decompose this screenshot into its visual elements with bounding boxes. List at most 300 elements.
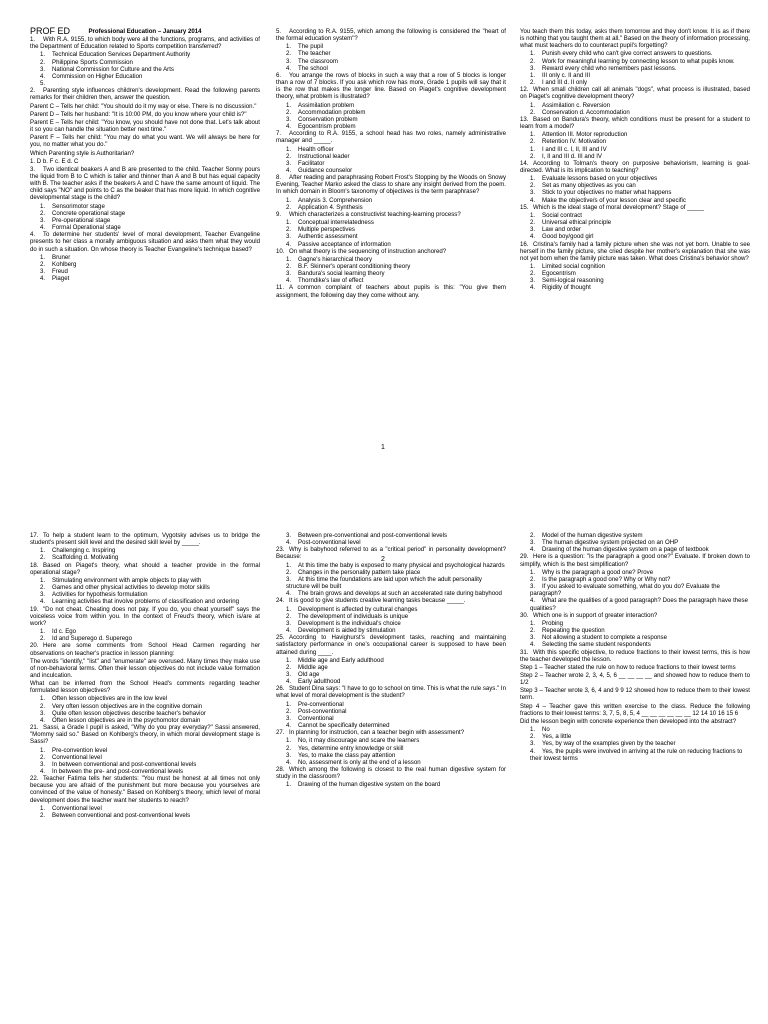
option-number: 4.: [286, 539, 292, 547]
option-number: 2.: [286, 612, 292, 620]
option-text: Drawing of the human digestive system on the board: [298, 781, 441, 789]
question-number: 7.: [276, 130, 282, 138]
question-text: Which among the following is closest to the real human digestive system for study in the classroom?: [276, 766, 506, 781]
question: [276, 546, 506, 560]
option-item: [40, 66, 260, 73]
option-item: [40, 73, 260, 80]
option-list: [286, 219, 506, 248]
option-text: Model of the human digestive system: [542, 532, 643, 539]
option-item: [530, 58, 750, 65]
option-number: 4.: [286, 166, 292, 174]
option-text: Pre-conventional: [298, 700, 344, 708]
option-item: [286, 539, 506, 546]
option-text: Development is the individual's choice: [298, 619, 401, 627]
option-number: 4.: [40, 72, 46, 80]
option-text: Passive acceptance of information: [298, 240, 391, 248]
option-text: Yes, a little: [542, 733, 572, 741]
question: [276, 729, 506, 736]
question-text: Which is the ideal stage of moral development? Stage of _____: [533, 203, 705, 211]
option-text: Punish every child who can't give correct answers to questions.: [542, 50, 713, 58]
option-text: The school: [298, 64, 328, 72]
option-item: [530, 532, 750, 539]
option-number: 2.: [40, 260, 46, 268]
option-item: [286, 160, 506, 167]
option-item: [530, 597, 750, 611]
question-number: 1.: [30, 36, 36, 44]
question: [276, 597, 506, 604]
option-text: Post-conventional: [298, 707, 347, 715]
option-text: Bruner: [52, 253, 71, 261]
option-text: Reward every child who remembers past lessons.: [542, 64, 677, 72]
option-number: 2.: [530, 152, 536, 160]
option-number: 2.: [40, 702, 46, 710]
option-text: The human digestive system projected on an OHP: [542, 539, 679, 547]
question-number: 27.: [276, 729, 285, 737]
option-text: Good boy/good girl: [542, 233, 594, 241]
option-item: [286, 590, 506, 597]
option-number: 4.: [530, 233, 536, 241]
option-number: 2.: [286, 203, 292, 211]
option-number: 3.: [530, 539, 536, 547]
option-text: I and III d. II only: [542, 79, 588, 87]
option-number: 2.: [40, 209, 46, 217]
option-item: [286, 657, 506, 664]
option-text: At this time the foundations are laid upon which the adult personality structure will be built: [286, 575, 482, 591]
question: [276, 284, 506, 298]
option-item: [40, 635, 260, 642]
option-item: [40, 710, 260, 717]
option-number: 1.: [530, 726, 536, 734]
option-number: 2.: [286, 152, 292, 160]
option-text: Yes, to make the class pay attention: [298, 751, 396, 759]
option-text: Analysis 3. Comprehension: [298, 196, 373, 204]
option-number: 4.: [40, 275, 46, 283]
option-item: [286, 50, 506, 57]
option-item: [286, 263, 506, 270]
option-text: Evaluate lessons based on your objectives: [542, 175, 658, 183]
question-number: 19.: [30, 605, 39, 613]
option-item: [530, 189, 750, 196]
question-text: According to R.A. 9155, which among the following is considered the "heart of the formal education system"?: [276, 28, 506, 43]
question-text: Parenting style influences children's development. Read the following parents remarks for their children then, answer the question.: [30, 87, 260, 102]
option-item: [286, 722, 506, 729]
option-item: [40, 210, 260, 217]
option-item: [40, 584, 260, 591]
question-number: 18.: [30, 561, 39, 569]
option-number: 2.: [530, 79, 536, 87]
option-number: 1.: [40, 253, 46, 261]
option-text: The pupil: [298, 43, 324, 51]
option-item: [286, 43, 506, 50]
option-item: [40, 812, 260, 819]
option-item: [40, 59, 260, 66]
option-item: [530, 50, 750, 57]
option-number: 1.: [530, 263, 536, 270]
option-text: Pre-convention level: [52, 746, 108, 754]
option-number: 4.: [40, 598, 46, 606]
option-text: Yes, determine entry knowledge or skill: [298, 744, 404, 752]
option-number: 3.: [40, 591, 46, 599]
option-text: Yes, the pupils were involved in arriving at the rule on reducing fractions to their lowest terms: [530, 747, 743, 762]
option-text: Authentic assessment: [298, 233, 358, 241]
option-number: 2.: [286, 263, 292, 270]
option-number: 3.: [286, 115, 292, 123]
option-list: [286, 146, 506, 175]
option-text: Philippine Sports Commission: [52, 58, 133, 66]
option-number: 4.: [286, 123, 292, 131]
option-number: 1.: [286, 101, 292, 109]
option-text: No, it may discourage and scare the learners: [298, 737, 420, 745]
question: [520, 204, 750, 211]
option-number: 1.: [530, 71, 536, 79]
question: [30, 87, 260, 101]
question-number: 2.: [30, 87, 36, 95]
option-number: 3.: [286, 575, 292, 583]
option-text: Activities for hypothesis formulation: [52, 591, 148, 599]
option-text: Conceptual interrelatedness: [298, 219, 374, 227]
option-number: 4.: [286, 678, 292, 686]
question-number: 10.: [276, 247, 285, 255]
option-text: At this time the baby is exposed to many physical and psychological hazards: [298, 561, 505, 569]
question-text: Sassi, a Grade I pupil is asked, "Why do you pray everyday?" Sassi answered, "Mommy said so." Based on Kohlberg's theory, in which moral development stage is Sassi?: [30, 724, 260, 746]
option-item: [40, 628, 260, 635]
option-number: 1.: [530, 211, 536, 219]
option-text: Conventional: [298, 714, 334, 722]
option-text: Egocentrism: [542, 270, 576, 278]
option-list: [530, 212, 750, 241]
option-item: [40, 261, 260, 268]
option-text: Id c. Ego: [52, 628, 77, 636]
option-number: 2.: [40, 635, 46, 643]
option-item: [530, 539, 750, 546]
option-text: Challenging c. Inspiring: [52, 547, 116, 555]
option-text: Between pre-conventional and post-conventional levels: [298, 532, 448, 539]
page1-column-2: [276, 28, 506, 300]
option-number: 3.: [286, 233, 292, 241]
option-list: [40, 51, 260, 87]
option-number: 1.: [286, 196, 292, 204]
option-list: [286, 43, 506, 72]
question: [30, 532, 260, 546]
option-number: 2.: [286, 568, 292, 576]
option-text: Development is affected by cultural changes: [298, 605, 418, 613]
option-number: 3.: [286, 751, 292, 759]
question-text: Which characterizes a constructivist teaching-learning process?: [289, 210, 461, 218]
question-number: 30.: [520, 611, 529, 619]
option-number: 2.: [40, 554, 46, 562]
option-number: 2.: [530, 138, 536, 146]
option-text: Application 4. Synthesis: [298, 203, 363, 211]
question-number: 14.: [520, 159, 529, 167]
question-text: When small children call all animals "dogs", what process is illustrated, based on Piaget's cognitive development theory?: [520, 86, 750, 101]
option-item: [286, 627, 506, 634]
option-list: [286, 606, 506, 635]
question-number: 13.: [520, 115, 529, 123]
option-item: [286, 256, 506, 263]
option-number: 1.: [286, 737, 292, 745]
option-number: 2.: [530, 57, 536, 65]
question: [30, 231, 260, 252]
option-number: 2.: [40, 584, 46, 592]
option-number: 3.: [286, 532, 292, 539]
question-number: 16.: [520, 240, 529, 248]
option-list: [286, 532, 506, 546]
option-number: 3.: [40, 760, 46, 768]
question-text: Student Dina says: "I have to go to school on time. This is what the rule says." In what level of moral development is the student?: [276, 685, 506, 700]
page-number: 1: [381, 444, 385, 451]
option-list: [530, 532, 750, 553]
question-number: 24.: [276, 597, 285, 605]
option-item: [286, 678, 506, 685]
option-item: [530, 131, 750, 138]
option-text: Retention IV. Motivation: [542, 138, 607, 146]
option-text: Gagne's hierarchical theory: [298, 255, 372, 263]
option-number: 2.: [40, 753, 46, 761]
option-item: [40, 747, 260, 754]
option-number: 3.: [40, 216, 46, 224]
option-number: 4.: [530, 196, 536, 204]
option-number: 1.: [286, 219, 292, 227]
option-item: [40, 203, 260, 210]
question-text: Two identical beakers A and B are presented to the child. Teacher Sonny pours the liquid from B to C which is taller and thinner than A and B but has equal capacity with B. The teacher asks if the beakers A and C have the same amount of liquid. The child says "NO" and points to C as the beaker that has more liquid. In which cognitive developmental stage is the child?: [30, 165, 260, 202]
option-item: [286, 153, 506, 160]
option-item: [40, 717, 260, 724]
option-text: Limited social cognition: [542, 263, 606, 270]
option-text: Old age: [298, 670, 320, 678]
option-number: 1.: [530, 619, 536, 627]
option-item: [530, 233, 750, 240]
option-number: 2.: [530, 575, 536, 583]
paragraph: Which Parenting style is Authoritarian?: [30, 149, 135, 157]
option-item: [286, 219, 506, 226]
option-item: [40, 547, 260, 554]
option-text: The classroom: [298, 57, 338, 65]
question: [30, 724, 260, 745]
option-number: 4.: [40, 716, 46, 724]
option-list: [530, 620, 750, 649]
option-number: 1.: [40, 202, 46, 210]
question-number: 28.: [276, 766, 285, 773]
option-number: 3.: [40, 65, 46, 73]
option-item: [286, 58, 506, 65]
question: [520, 612, 750, 619]
option-item: [530, 153, 750, 160]
option-number: 3.: [530, 226, 536, 234]
option-text: Instructional leader: [298, 152, 350, 160]
option-text: The teacher: [298, 50, 331, 58]
option-text: Universal ethical principle: [542, 219, 612, 227]
option-item: [286, 752, 506, 759]
option-item: [530, 726, 750, 733]
option-list: [40, 577, 260, 606]
option-number: 3.: [286, 714, 292, 722]
option-text: In between the pre- and post-conventional levels: [52, 768, 184, 775]
option-item: [286, 562, 506, 569]
option-text: Thorndike's law of effect: [298, 277, 364, 285]
option-text: Assimilation problem: [298, 101, 355, 109]
option-list: [40, 203, 260, 232]
option-item: [530, 277, 750, 284]
option-text: The development of individuals is unique: [298, 612, 409, 620]
option-item: [40, 703, 260, 710]
question: [30, 562, 260, 576]
question-text: Based on Bandura's theory, which conditions must be present for a student to learn from a model?: [520, 115, 750, 131]
option-text: Selecting the same student respondents: [542, 641, 651, 649]
option-text: Very often lesson objectives are in the cognitive domain: [52, 702, 203, 710]
option-number: 4.: [286, 64, 292, 72]
option-number: 4.: [530, 641, 536, 649]
option-item: [40, 591, 260, 598]
option-text: Freud: [52, 268, 68, 275]
question-text: Here is a question: "Is the paragraph a good one?" Evaluate. If broken down to simplify, which is the best simplification?: [520, 553, 750, 568]
option-text: B.F. Skinner's operant conditioning theory: [298, 263, 411, 270]
option-item: [286, 233, 506, 240]
question: [276, 766, 506, 780]
option-number: 1.: [40, 746, 46, 754]
option-list: [40, 805, 260, 819]
question: [520, 649, 750, 663]
question: [30, 775, 260, 804]
option-item: [286, 197, 506, 204]
option-number: 2.: [286, 744, 292, 752]
option-text: Kohlberg: [52, 260, 77, 268]
option-item: [530, 620, 750, 627]
option-number: 3.: [286, 619, 292, 627]
option-item: [40, 554, 260, 561]
question-text: After reading and paraphrasing Robert Frost's Stopping by the Woods on Snowy Evening, Teacher Marko asked the class to share any insight derived from the poem. In which domain in Bloom's taxonomy of objectives is the term paraphrase?: [276, 174, 506, 196]
option-text: Work for meaningful learning by connecting lesson to what pupils know.: [542, 57, 735, 65]
option-text: Commission on Higher Education: [52, 72, 143, 80]
option-text: Technical Education Services Department Authority: [52, 51, 191, 59]
option-item: [530, 146, 750, 153]
option-number: 1.: [40, 628, 46, 636]
paragraph: Did the lesson begin with concrete experience then developed into the abstract?: [520, 717, 737, 725]
question-text: According to R.A. 9155, a school head has two roles, namely administrative manager and _____.: [276, 130, 506, 145]
option-number: 2.: [286, 663, 292, 671]
option-item: [40, 805, 260, 812]
option-number: 5.: [40, 80, 46, 88]
option-text: Repeating the question: [542, 627, 605, 635]
question: [30, 606, 260, 627]
option-number: 3.: [530, 740, 536, 748]
option-number: 1.: [40, 576, 46, 584]
question-number: 8.: [276, 174, 282, 182]
option-text: Sensorimotor stage: [52, 202, 105, 210]
option-item: [286, 270, 506, 277]
option-text: Why is the paragraph a good one? Prove: [542, 568, 654, 576]
question: [520, 241, 750, 262]
option-item: [286, 569, 506, 576]
option-number: 4.: [286, 590, 292, 598]
question: [30, 642, 260, 656]
option-number: 2.: [40, 811, 46, 819]
option-number: 2.: [530, 270, 536, 278]
option-item: [530, 219, 750, 226]
option-item: [40, 254, 260, 261]
option-number: 3.: [530, 64, 536, 72]
question-number: 25.: [276, 634, 285, 642]
question-text: To determine her students' level of moral development, Teacher Evangeline presents to her class a morally ambiguous situation and asks them what they would do in such a situation. On whose theory is Teacher Evangeline's technique based?: [30, 231, 260, 253]
option-text: Piaget: [52, 275, 70, 283]
question-text: To help a student learn to the optimum, Vygotsky advises us to bridge the student's present skill level and the desired skill level by _____.: [30, 532, 260, 547]
option-item: [286, 715, 506, 722]
option-number: 3.: [40, 268, 46, 275]
option-item: [530, 138, 750, 145]
question-number: 20.: [30, 642, 39, 650]
option-item: [530, 226, 750, 233]
option-text: Often lesson objectives are in the psychomotor domain: [52, 716, 201, 724]
option-item: [530, 733, 750, 740]
question-number: 31.: [520, 648, 529, 656]
question-number: 29.: [520, 553, 529, 561]
option-text: Cannot be specifically determined: [298, 722, 390, 730]
option-text: Is the paragraph a good one? Why or Why not?: [542, 575, 671, 583]
option-list: [286, 701, 506, 730]
page2-column-3: [520, 532, 750, 762]
option-text: Accommodation problem: [298, 108, 366, 116]
option-item: [286, 102, 506, 109]
option-number: 2.: [40, 58, 46, 66]
option-text: Guidance counselor: [298, 166, 353, 174]
question-text: In planning for instruction, can a teacher begin with assessment?: [289, 729, 465, 737]
option-number: 2.: [530, 627, 536, 635]
option-number: 1.: [530, 568, 536, 576]
option-number: 1.: [286, 656, 292, 664]
option-item: [286, 109, 506, 116]
option-item: [40, 51, 260, 58]
option-number: 4.: [286, 240, 292, 248]
option-item: [40, 268, 260, 275]
question: [520, 86, 750, 100]
page-2: [0, 512, 768, 1024]
option-item: [530, 583, 750, 597]
option-text: Stimulating environment with ample objects to play with: [52, 576, 202, 584]
option-text: Middle age: [298, 663, 328, 671]
option-number: 1.: [40, 804, 46, 812]
option-item: [286, 671, 506, 678]
option-number: 4.: [530, 546, 536, 554]
option-number: 1.: [286, 605, 292, 613]
question-number: 9.: [276, 210, 282, 218]
option-list: [286, 197, 506, 211]
option-text: Conservation d. Accommodation: [542, 108, 630, 116]
option-item: [530, 740, 750, 747]
paragraph: What can be inferred from the School Head's comments regarding teacher formulated lesson objectives?: [30, 680, 260, 695]
option-item: [286, 737, 506, 744]
option-text: III only c. II and III: [542, 71, 591, 79]
question-number: 26.: [276, 685, 285, 693]
option-text: Facilitator: [298, 159, 325, 167]
option-item: [40, 695, 260, 702]
question-text: With this specific objective, to reduce fractions to their lowest terms, this is how the teacher developed the lesson.: [520, 648, 750, 663]
option-number: 4.: [40, 224, 46, 232]
option-text: Stick to your objectives no matter what happens: [542, 189, 672, 197]
question: [520, 553, 750, 567]
option-number: 4.: [286, 758, 292, 766]
option-text: The brain grows and develops at such an accelerated rate during babyhood: [298, 590, 502, 598]
option-text: Health officer: [298, 145, 334, 153]
question-text: It is good to give students creative learning tasks because _____.: [289, 597, 466, 605]
option-number: 3.: [286, 57, 292, 65]
option-item: [530, 641, 750, 648]
option-text: Not allowing a student to complete a response: [542, 634, 667, 642]
question-text: On what theory is the sequencing of instruction anchored?: [289, 247, 447, 255]
option-item: [530, 576, 750, 583]
option-text: Probing: [542, 619, 564, 627]
paragraph: Step 4 – Teacher gave this written exercise to the class. Reduce the following fractions to their lowest terms: 3, 7, 5, 8, 5, 4 __ __ __ __ __ __ 12 14 10 16 15 6: [520, 702, 750, 717]
option-list: [286, 657, 506, 686]
option-text: Development is aided by stimulation: [298, 627, 396, 635]
